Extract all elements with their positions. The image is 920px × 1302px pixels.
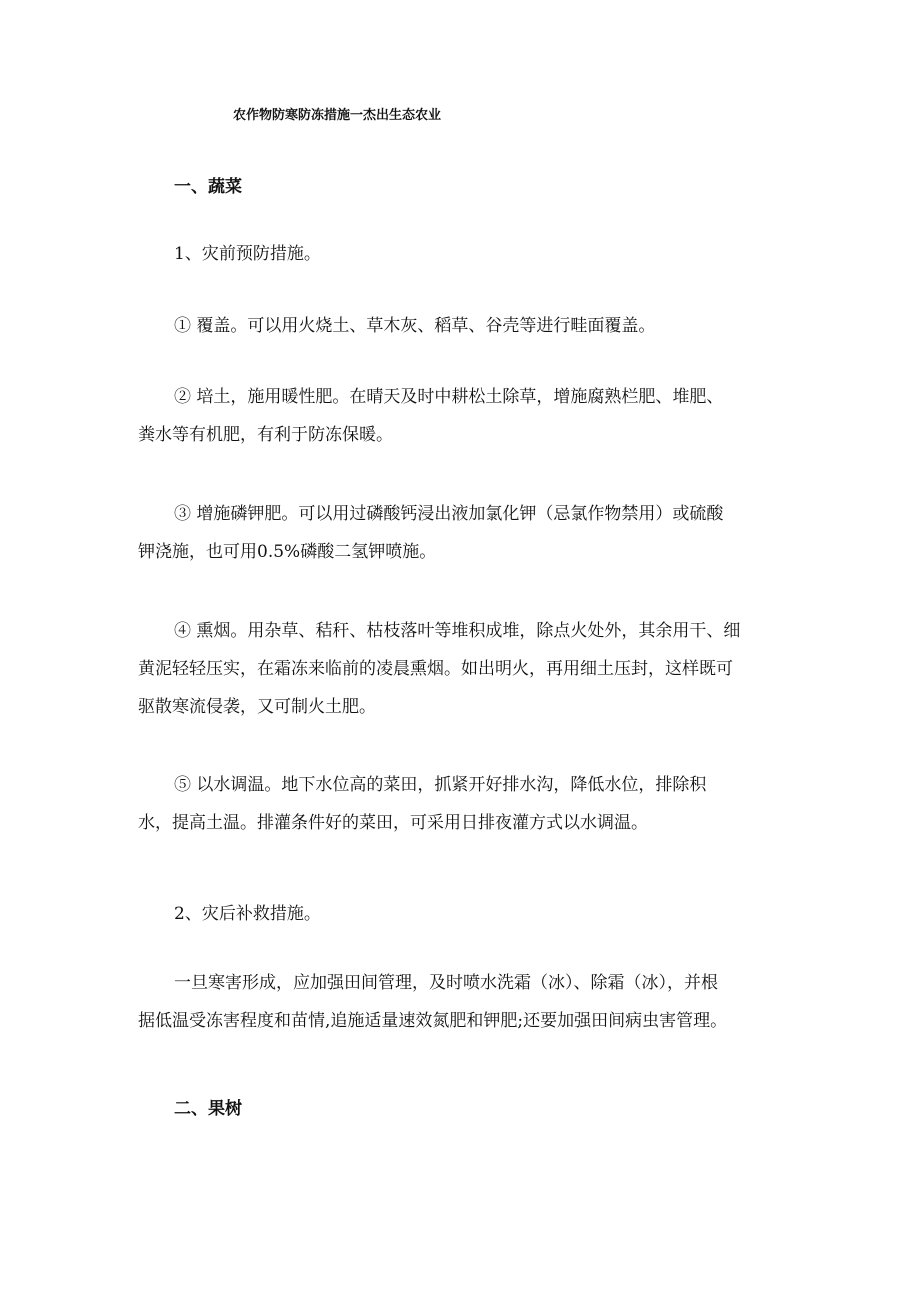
paragraph-line: 粪水等有机肥，有利于防冻保暖。 xyxy=(138,425,393,445)
paragraph-water-temperature xyxy=(138,766,798,842)
paragraph-line: 水，提高土温。排灌条件好的菜田，可采用日排夜灌方式以水调温。 xyxy=(138,813,648,833)
paragraph-smoking xyxy=(138,612,798,726)
section-heading-vegetables: 一、蔬菜 xyxy=(174,177,242,197)
paragraph-covering: ① 覆盖。可以用火烧土、草木灰、稻草、谷壳等进行畦面覆盖。 xyxy=(174,316,656,336)
paragraph-line: ③ 增施磷钾肥。可以用过磷酸钙浸出液加氯化钾（忌氯作物禁用）或硫酸 xyxy=(174,504,724,524)
paragraph-line: 钾浇施，也可用0.5%磷酸二氢钾喷施。 xyxy=(138,542,437,562)
document-title: 农作物防寒防冻措施一杰出生态农业 xyxy=(233,108,442,123)
paragraph-line: 黄泥轻轻压实，在霜冻来临前的凌晨熏烟。如出明火，再用细土压封，这样既可 xyxy=(138,659,733,679)
paragraph-phosphate-potash xyxy=(138,495,798,571)
paragraph-earthing-up xyxy=(138,378,798,454)
paragraph-recovery-measures xyxy=(138,964,798,1040)
paragraph-line: 驱散寒流侵袭，又可制火土肥。 xyxy=(138,697,376,717)
paragraph-line: ④ 熏烟。用杂草、秸秆、枯枝落叶等堆积成堆，除点火处外，其余用干、细 xyxy=(174,621,741,641)
paragraph-line: 据低温受冻害程度和苗情,追施适量速效氮肥和钾肥;还要加强田间病虫害管理。 xyxy=(138,1011,728,1031)
paragraph-line: 一旦寒害形成，应加强田间管理，及时喷水洗霜（冰）、除霜（冰），并根 xyxy=(174,973,718,993)
paragraph-line: ② 培土，施用暖性肥。在晴天及时中耕松土除草，增施腐熟栏肥、堆肥、 xyxy=(174,387,724,407)
subheading-recovery: 2、灾后补救措施。 xyxy=(174,904,321,924)
section-heading-fruit-trees: 二、果树 xyxy=(174,1099,242,1119)
subheading-prevention: 1、灾前预防措施。 xyxy=(174,244,321,264)
paragraph-line: ⑤ 以水调温。地下水位高的菜田，抓紧开好排水沟，降低水位，排除积 xyxy=(174,775,707,795)
